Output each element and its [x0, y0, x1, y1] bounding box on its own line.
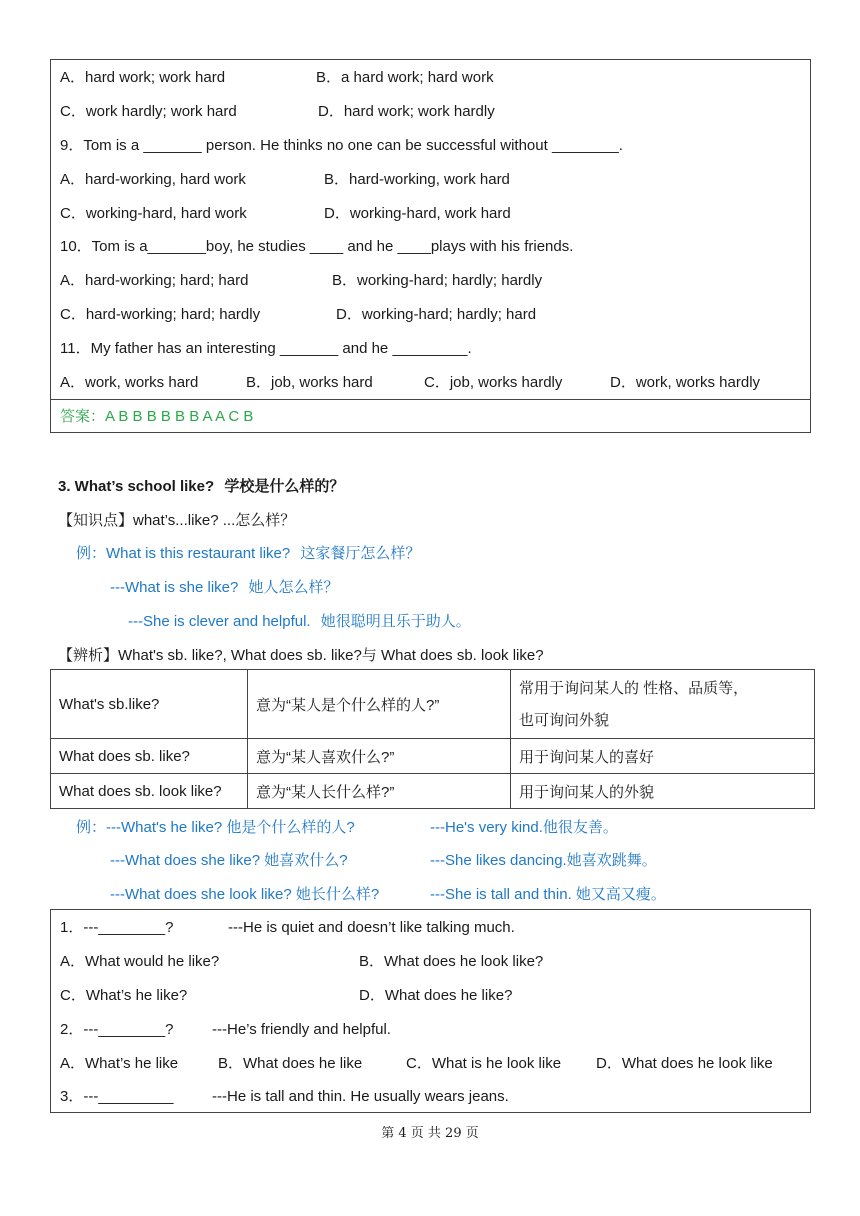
- q2-option-c: C．What is he look like: [406, 1055, 562, 1072]
- q2-question: 2．---________?: [60, 1021, 174, 1038]
- q9-option-d: D．working-hard, work hard: [324, 205, 511, 222]
- q2-reply: ---He’s friendly and helpful.: [212, 1021, 391, 1038]
- example-2: [110, 576, 339, 597]
- example-3-cn: 她很聪明且乐于助人。: [320, 613, 471, 630]
- page-number: 第 4 页 共 29 页: [381, 1126, 479, 1141]
- comparison-table: [50, 669, 815, 809]
- q9-option-c: C．working-hard, hard work: [60, 205, 247, 222]
- q1-row: [60, 918, 800, 938]
- q3-question: 3．---_________: [60, 1088, 174, 1105]
- q10-option-a: A．hard-working; hard; hard: [60, 272, 249, 289]
- q10-options-row1: [60, 271, 800, 291]
- q2-row: [60, 1020, 800, 1040]
- answer-divider: [51, 399, 810, 400]
- q3-reply: ---He is tall and thin. He usually wears jeans.: [212, 1088, 509, 1105]
- q2-options-row: [60, 1054, 800, 1074]
- example-1-cn: 这家餐厅怎么样？: [300, 545, 421, 562]
- example-row-3a: ---What does she look like? 她长什么样?: [110, 886, 380, 903]
- table-row: [51, 774, 815, 809]
- example-row-1a: 例：---What's he like? 他是个什么样的人?: [76, 819, 355, 836]
- table-cell-question: What's sb.like?: [51, 670, 248, 739]
- q11-option-d: D．work, works hardly: [610, 374, 761, 391]
- q1-options-row1: [60, 952, 800, 972]
- q8-option-c: C．work hardly; work hard: [60, 103, 237, 120]
- table-row: [51, 670, 815, 739]
- table-cell-meaning: 意为“某人长什么样?”: [248, 774, 511, 809]
- section-heading-en: 3. What’s school like?: [58, 478, 215, 495]
- q11-option-c: C．job, works hardly: [424, 374, 563, 391]
- example-row-3b: ---She is tall and thin. 她又高又瘦。: [430, 886, 666, 903]
- knowledge-point: 【知识点】what’s...like? ...怎么样？: [58, 512, 296, 529]
- q10-option-d: D．working-hard; hardly; hard: [336, 306, 537, 323]
- q10-options-row2: [60, 305, 800, 325]
- q9-options-row2: [60, 204, 800, 224]
- usage-line-2: 也可询问外貌: [519, 712, 610, 729]
- q8-option-b: B．a hard work; hard work: [316, 69, 494, 86]
- q9-option-b: B．hard-working, work hard: [324, 171, 510, 188]
- example-3: [128, 610, 471, 631]
- example-2-en: ---What is she like?: [110, 579, 239, 596]
- example-row-2b: ---She likes dancing.她喜欢跳舞。: [430, 852, 657, 869]
- example-2-cn: 她人怎么样？: [248, 579, 339, 596]
- usage-line-1: 常用于询问某人的 性格、品质等，: [519, 680, 749, 697]
- q11-option-b: B．job, works hard: [246, 374, 373, 391]
- q3-row: [60, 1087, 800, 1107]
- q1-option-a: A．What would he like?: [60, 953, 220, 970]
- q11-question: 11．My father has an interesting _______ and he _________.: [60, 340, 472, 357]
- answer-key: 答案：A B B B B B B A A C B: [60, 408, 254, 425]
- analysis-heading: 【辨析】What's sb. like?, What does sb. like?与 What does sb. look like?: [58, 647, 544, 664]
- q8-options-row1: [60, 68, 800, 88]
- q1-option-c: C．What’s he like?: [60, 987, 188, 1004]
- table-cell-usage: [511, 670, 815, 739]
- q9-question: 9．Tom is a _______ person. He thinks no one can be successful without ________.: [60, 137, 623, 154]
- q9-option-a: A．hard-working, hard work: [60, 171, 246, 188]
- q2-option-b: B．What does he like: [218, 1055, 363, 1072]
- table-cell-usage: 用于询问某人的外貌: [511, 774, 815, 809]
- exercise-box-1: [50, 59, 811, 433]
- q1-option-b: B．What does he look like?: [359, 953, 544, 970]
- example-1: [76, 542, 420, 563]
- q10-question: 10．Tom is a_______boy, he studies ____ and he ____plays with his friends.: [60, 238, 574, 255]
- q8-options-row2: [60, 102, 800, 122]
- q10-option-b: B．working-hard; hardly; hardly: [332, 272, 543, 289]
- q1-question: 1．---________?: [60, 919, 174, 936]
- q9-options-row1: [60, 170, 800, 190]
- q8-option-a: A．hard work; work hard: [60, 69, 226, 86]
- q8-option-d: D．hard work; work hardly: [318, 103, 495, 120]
- table-cell-meaning: 意为“某人是个什么样的人?”: [248, 670, 511, 739]
- table-cell-question: What does sb. look like?: [51, 774, 248, 809]
- section-heading-cn: 学校是什么样的？: [224, 478, 345, 495]
- example-1-en: 例：What is this restaurant like?: [76, 545, 291, 562]
- q2-option-d: D．What does he look like: [596, 1055, 773, 1072]
- q10-option-c: C．hard-working; hard; hardly: [60, 306, 261, 323]
- example-row-2a: ---What does she like? 她喜欢什么?: [110, 852, 348, 869]
- table-cell-usage: 用于询问某人的喜好: [511, 739, 815, 774]
- q11-option-a: A．work, works hard: [60, 374, 199, 391]
- example-3-en: ---She is clever and helpful.: [128, 613, 311, 630]
- table-cell-meaning: 意为“某人喜欢什么?”: [248, 739, 511, 774]
- section-heading: [58, 475, 344, 496]
- q1-option-d: D．What does he like?: [359, 987, 513, 1004]
- table-cell-question: What does sb. like?: [51, 739, 248, 774]
- q1-reply: ---He is quiet and doesn’t like talking much.: [228, 919, 515, 936]
- q11-options-row: [60, 373, 800, 393]
- example-row-1b: ---He's very kind.他很友善。: [430, 819, 618, 836]
- exercise-box-2: [50, 909, 811, 1113]
- q1-options-row2: [60, 986, 800, 1006]
- q2-option-a: A．What’s he like: [60, 1055, 179, 1072]
- table-row: [51, 739, 815, 774]
